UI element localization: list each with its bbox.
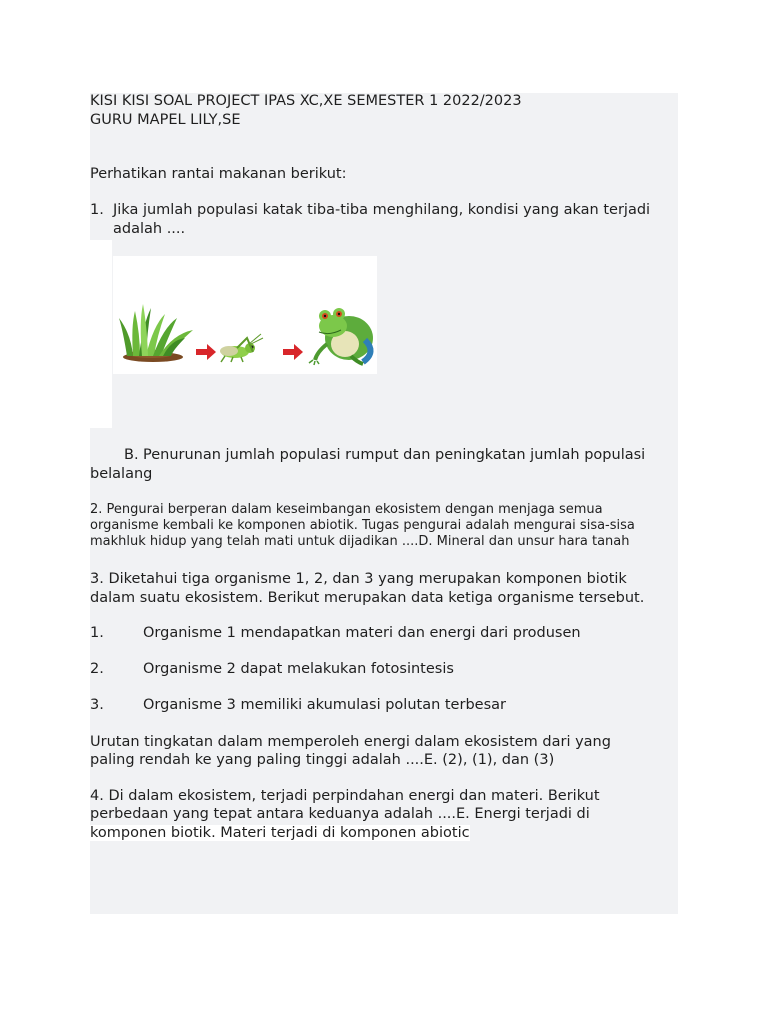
question-4-text: 4. Di dalam ekosistem, terjadi perpindahan energi dan materi. Berikut xyxy=(90,788,600,804)
question-1-text-cont: adalah .... xyxy=(113,221,186,237)
question-4-text-cont xyxy=(90,824,470,843)
question-3-text-cont: dalam suatu ekosistem. Berikut merupakan data ketiga organisme tersebut. xyxy=(90,590,645,606)
question-2-text: 2. Pengurai berperan dalam keseimbangan ekosistem dengan menjaga semua xyxy=(90,502,603,517)
question-1-number: 1. xyxy=(90,202,104,218)
question-2-text-cont: organisme kembali ke komponen abiotik. Tugas pengurai adalah mengurai sisa-sisa xyxy=(90,518,635,533)
intro-text: Perhatikan rantai makanan berikut: xyxy=(90,166,347,182)
list-item-number: 2. xyxy=(90,661,104,677)
food-chain-image xyxy=(113,256,377,374)
arrow-icon xyxy=(283,344,303,360)
document-title: KISI KISI SOAL PROJECT IPAS XC,XE SEMESTER 1 2022/2023 xyxy=(90,93,522,109)
list-item: Organisme 1 mendapatkan materi dan energi dari produsen xyxy=(143,625,581,641)
grass-icon xyxy=(119,304,193,362)
food-chain-illustration xyxy=(113,256,377,374)
answer-1-text-cont: belalang xyxy=(90,466,153,482)
frog-icon xyxy=(309,308,373,365)
list-item: Organisme 2 dapat melakukan fotosintesis xyxy=(143,661,454,677)
question-3-prompt-cont: paling rendah ke yang paling tinggi adalah ....E. (2), (1), dan (3) xyxy=(90,752,555,768)
figure-margin xyxy=(90,240,112,428)
question-3-text: 3. Diketahui tiga organisme 1, 2, dan 3 yang merupakan komponen biotik xyxy=(90,571,627,587)
answer-1-label: B. xyxy=(124,447,139,463)
highlighted-text: komponen biotik. Materi terjadi di komponen abiotic xyxy=(90,825,470,841)
question-3-prompt: Urutan tingkatan dalam memperoleh energi dalam ekosistem dari yang xyxy=(90,734,611,750)
question-2-text-cont: makhluk hidup yang telah mati untuk dijadikan ....D. Mineral dan unsur hara tanah xyxy=(90,534,630,549)
question-1-text: Jika jumlah populasi katak tiba-tiba menghilang, kondisi yang akan terjadi xyxy=(113,202,651,218)
teacher-name: GURU MAPEL LILY,SE xyxy=(90,112,241,128)
list-item-number: 1. xyxy=(90,625,104,641)
grasshopper-icon xyxy=(220,334,263,362)
question-4-text-cont: perbedaan yang tepat antara keduanya adalah ....E. Energi terjadi di xyxy=(90,806,590,822)
list-item-number: 3. xyxy=(90,697,104,713)
answer-1-text: Penurunan jumlah populasi rumput dan peningkatan jumlah populasi xyxy=(143,447,646,463)
list-item: Organisme 3 memiliki akumulasi polutan terbesar xyxy=(143,697,506,713)
arrow-icon xyxy=(196,344,216,360)
